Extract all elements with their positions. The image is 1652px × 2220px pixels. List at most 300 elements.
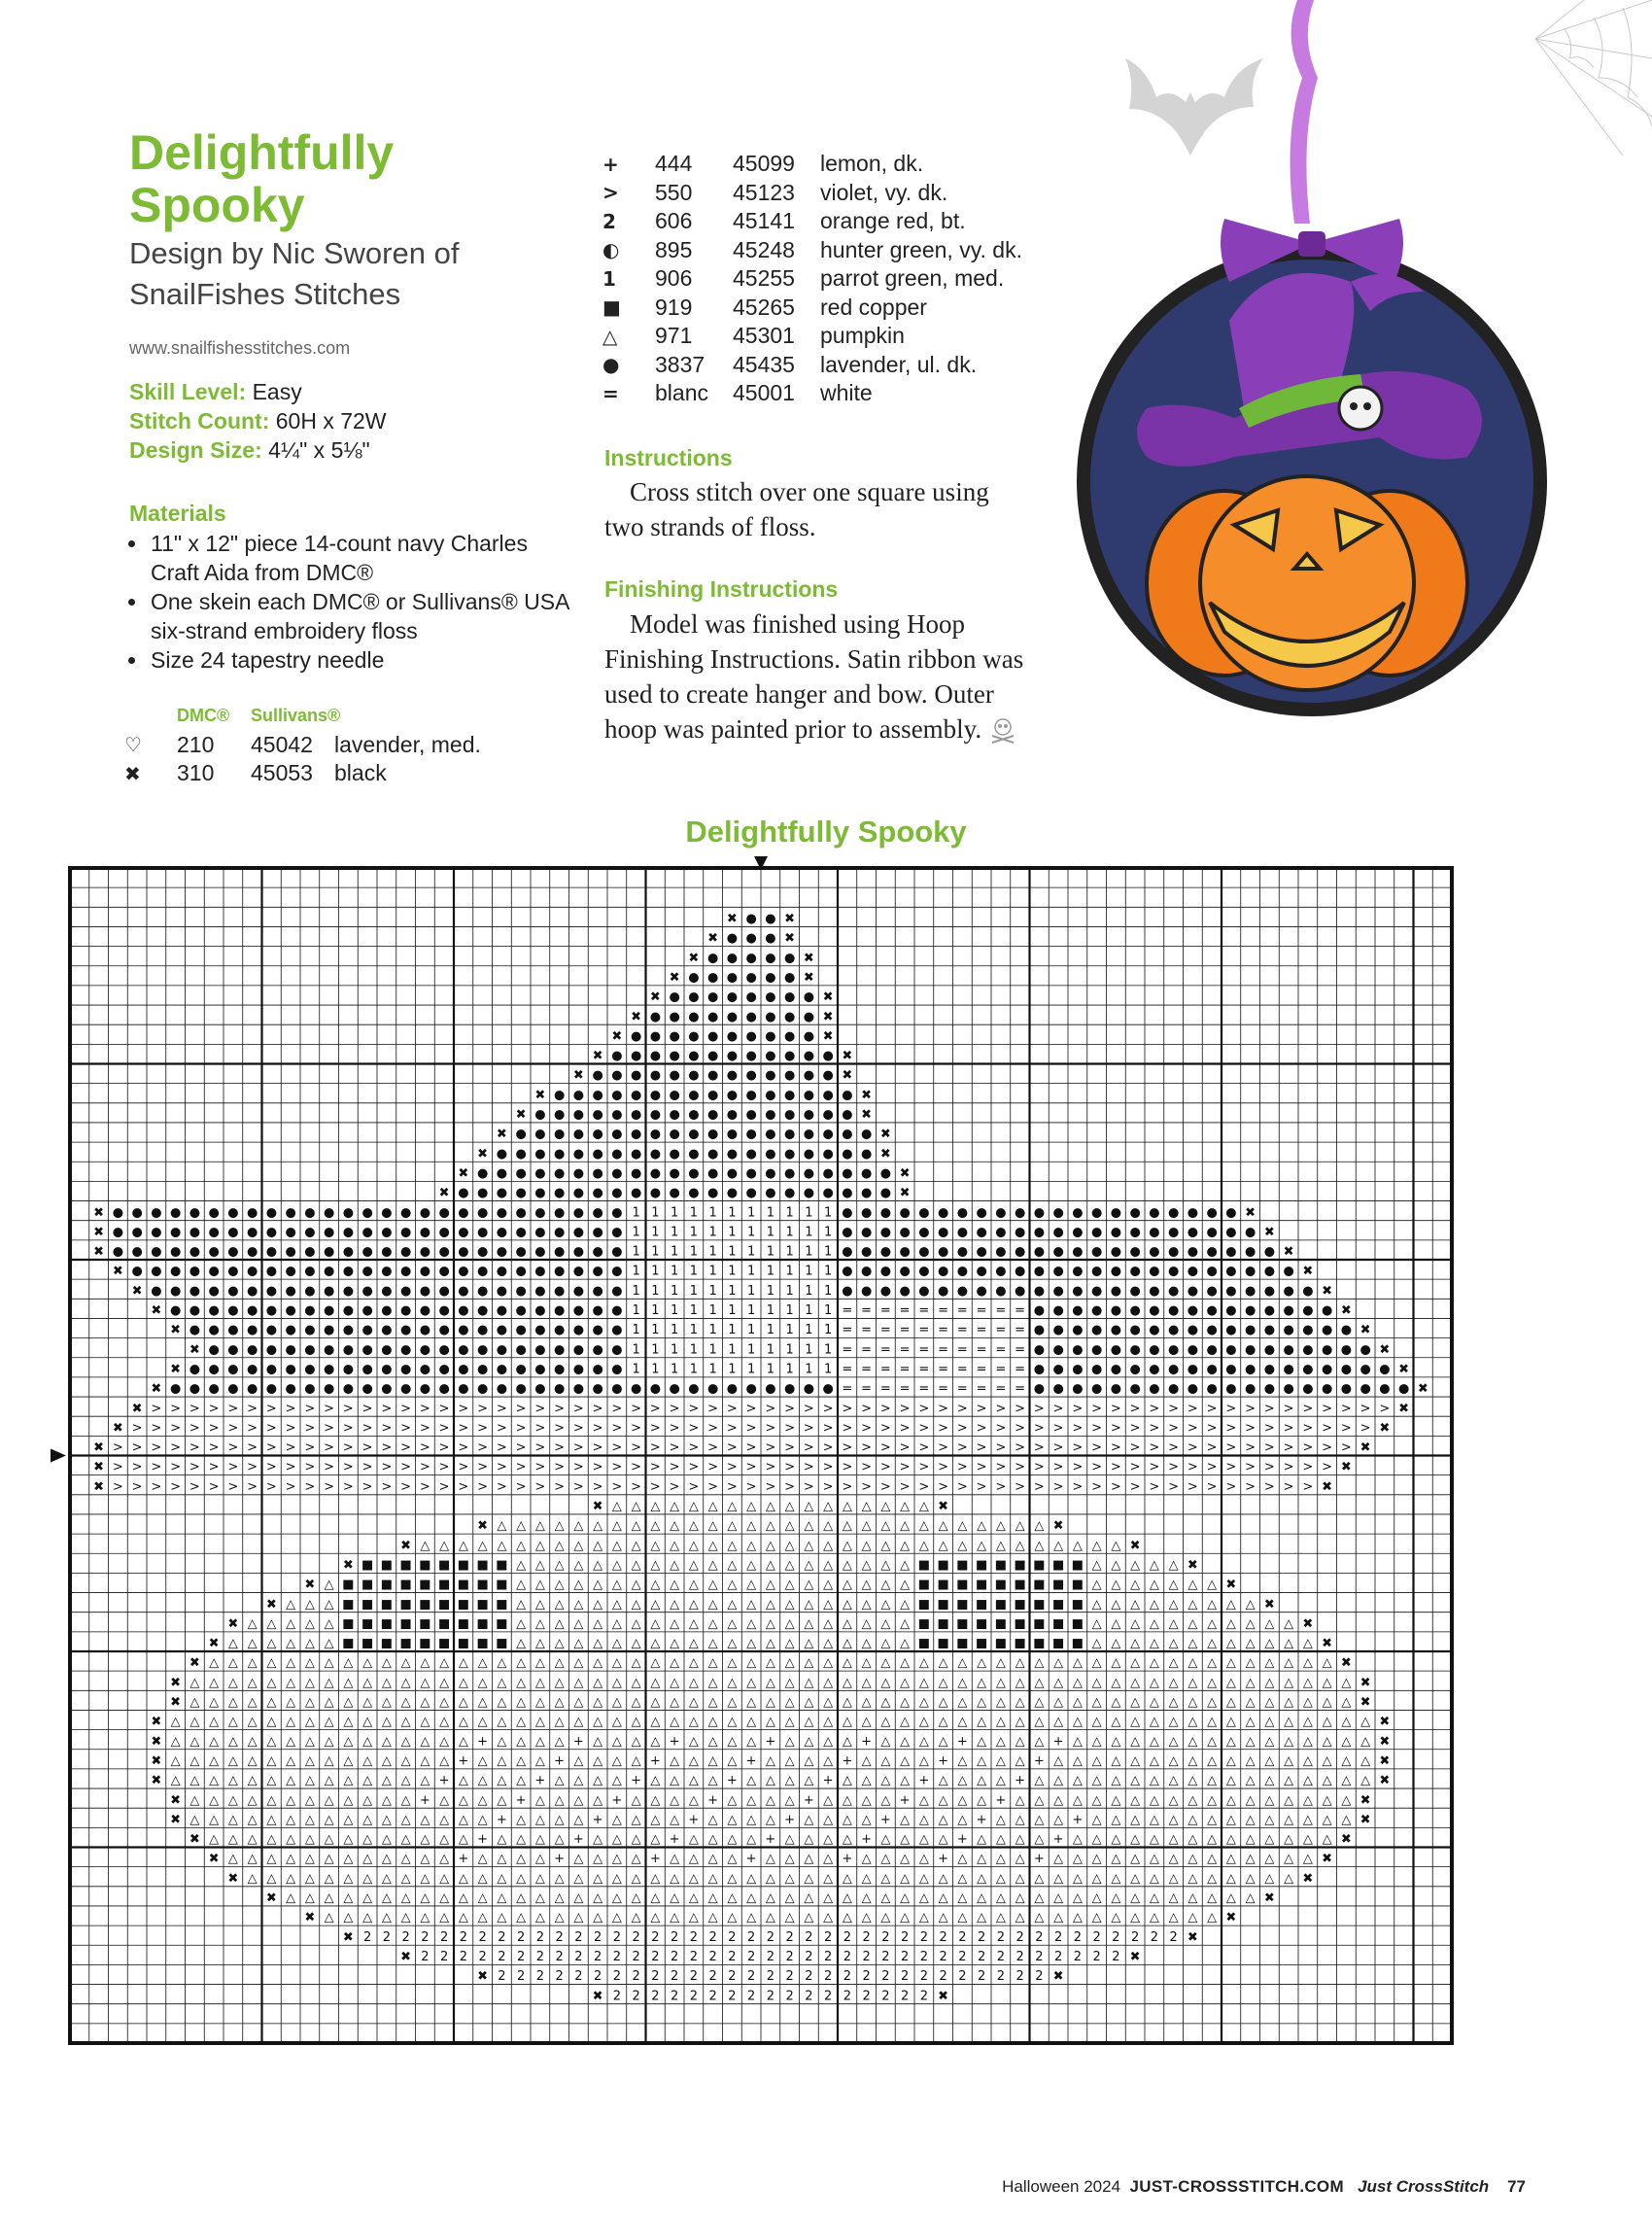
stitch-symbol: 2 <box>593 1949 602 1964</box>
stitch-symbol: ✖ <box>649 989 661 1005</box>
stitch-symbol: > <box>131 1420 143 1436</box>
stitch-symbol: ■ <box>937 1557 949 1573</box>
stitch-symbol: ● <box>783 1049 796 1064</box>
stitch-symbol: △ <box>631 1734 641 1750</box>
stitch-symbol: 2 <box>823 1929 833 1945</box>
stitch-symbol: ● <box>246 1381 258 1397</box>
stitch-symbol: △ <box>823 1890 834 1906</box>
stitch-symbol: △ <box>1187 1636 1198 1651</box>
stitch-symbol: 1 <box>823 1283 833 1299</box>
stitch-symbol: △ <box>765 1890 775 1906</box>
stitch-symbol: ● <box>246 1225 258 1240</box>
stitch-symbol: ● <box>822 1381 834 1397</box>
stitch-symbol: ● <box>1283 1381 1294 1397</box>
stitch-symbol: 1 <box>689 1264 699 1279</box>
stitch-symbol: △ <box>477 1695 488 1711</box>
stitch-symbol: > <box>458 1440 469 1456</box>
stitch-symbol: △ <box>593 1655 603 1671</box>
stitch-symbol: = <box>879 1362 891 1377</box>
stitch-symbol: ● <box>265 1381 278 1397</box>
stitch-symbol: △ <box>573 1812 584 1827</box>
stitch-symbol: > <box>1015 1401 1026 1416</box>
stitch-symbol: △ <box>381 1890 392 1906</box>
floss-row: ◐ 895 45248 hunter green, vy. dk. <box>602 236 1022 262</box>
stitch-symbol: △ <box>497 1792 507 1808</box>
stitch-symbol: + <box>669 1832 680 1848</box>
stitch-symbol: △ <box>1111 1695 1121 1711</box>
stitch-symbol: △ <box>765 1597 775 1613</box>
stitch-symbol: > <box>285 1460 296 1475</box>
stitch-symbol: ● <box>323 1264 335 1279</box>
stitch-symbol: △ <box>861 1695 872 1711</box>
stitch-symbol: + <box>515 1792 527 1808</box>
stitch-symbol: > <box>938 1479 949 1495</box>
stitch-symbol: △ <box>611 1616 622 1632</box>
stitch-symbol: ● <box>515 1381 527 1397</box>
stitch-symbol: △ <box>727 1832 738 1848</box>
stitch-symbol: ● <box>438 1205 450 1221</box>
stitch-symbol: △ <box>938 1538 948 1553</box>
stitch-symbol: △ <box>1207 1616 1218 1632</box>
stitch-symbol: △ <box>189 1812 200 1827</box>
stitch-symbol: △ <box>1341 1792 1352 1808</box>
stitch-symbol: ● <box>246 1205 258 1221</box>
stitch-symbol: 1 <box>632 1205 640 1221</box>
stitch-symbol: > <box>1033 1401 1045 1416</box>
stitch-symbol: ■ <box>380 1616 394 1632</box>
stitch-symbol: △ <box>304 1773 315 1788</box>
stitch-symbol: △ <box>938 1832 948 1848</box>
stitch-symbol: △ <box>458 1715 468 1730</box>
stitch-symbol: △ <box>727 1852 738 1867</box>
stitch-symbol: 2 <box>996 1949 1006 1964</box>
stitch-symbol: △ <box>900 1753 911 1769</box>
footer-site[interactable]: JUST-CROSSSTITCH.COM <box>1129 2177 1344 2196</box>
stitch-symbol: △ <box>1111 1616 1121 1632</box>
stitch-symbol: 2 <box>1073 1929 1083 1945</box>
stitch-symbol: △ <box>784 1675 795 1690</box>
stitch-symbol: > <box>112 1440 123 1456</box>
stitch-symbol: 1 <box>689 1303 699 1319</box>
stitch-symbol: ● <box>1110 1244 1122 1260</box>
stitch-symbol: ● <box>131 1225 143 1240</box>
stitch-symbol: ● <box>285 1264 296 1279</box>
stitch-symbol: ■ <box>496 1636 508 1651</box>
stitch-symbol: ■ <box>361 1616 374 1632</box>
stitch-symbol: ■ <box>496 1557 508 1573</box>
stitch-symbol: ● <box>592 1264 603 1279</box>
stitch-symbol: ● <box>706 1186 719 1201</box>
stitch-symbol: △ <box>304 1734 315 1750</box>
stitch-symbol: ● <box>879 1264 892 1279</box>
stitch-symbol: ● <box>592 1088 603 1103</box>
stitch-symbol: + <box>649 1852 661 1867</box>
stitch-symbol: △ <box>189 1675 200 1690</box>
stitch-symbol: > <box>1263 1420 1275 1436</box>
stitch-symbol: △ <box>1284 1675 1294 1690</box>
stitch-symbol: △ <box>650 1538 661 1553</box>
stitch-symbol: > <box>918 1420 930 1436</box>
stitch-symbol: △ <box>1168 1655 1179 1671</box>
stitch-symbol: △ <box>746 1715 757 1730</box>
stitch-symbol: △ <box>343 1852 354 1867</box>
stitch-symbol: ■ <box>917 1597 931 1613</box>
stitch-symbol: > <box>361 1479 373 1495</box>
stitch-symbol: ● <box>745 970 757 986</box>
stitch-symbol: △ <box>593 1597 603 1613</box>
stitch-symbol: △ <box>861 1499 872 1514</box>
stitch-symbol: △ <box>400 1655 411 1671</box>
stitch-symbol: > <box>1015 1479 1026 1495</box>
stitch-symbol: △ <box>554 1557 565 1573</box>
stitch-symbol: > <box>381 1460 393 1475</box>
floss-row: △ 971 45301 pumpkin <box>602 323 905 349</box>
stitch-symbol: △ <box>247 1792 258 1808</box>
stitch-symbol: △ <box>861 1812 872 1827</box>
stitch-symbol: ■ <box>1051 1616 1065 1632</box>
stitch-symbol: > <box>208 1460 220 1475</box>
stitch-symbol: ● <box>572 1323 585 1338</box>
stitch-symbol: ● <box>726 1186 739 1201</box>
stitch-symbol: ● <box>169 1303 182 1319</box>
stitch-symbol: △ <box>1091 1578 1102 1593</box>
stitch-symbol: ● <box>381 1342 393 1358</box>
stitch-symbol: △ <box>650 1616 661 1632</box>
stitch-symbol: △ <box>362 1734 373 1750</box>
stitch-symbol: ● <box>458 1342 469 1358</box>
stitch-symbol: ■ <box>1071 1636 1084 1651</box>
stitch-symbol: = <box>1015 1342 1026 1358</box>
stitch-symbol: △ <box>1111 1578 1121 1593</box>
stitch-symbol: △ <box>477 1910 488 1925</box>
stitch-symbol: 2 <box>651 1929 660 1945</box>
stitch-symbol: > <box>496 1420 507 1436</box>
stitch-symbol: ● <box>1283 1283 1294 1299</box>
stitch-symbol: △ <box>631 1890 641 1906</box>
stitch-symbol: ● <box>438 1381 450 1397</box>
stitch-symbol: ● <box>956 1264 969 1279</box>
stitch-symbol: ● <box>342 1283 355 1299</box>
stitch-symbol: △ <box>765 1636 775 1651</box>
stitch-symbol: ● <box>476 1244 489 1260</box>
stitch-symbol: △ <box>1245 1832 1256 1848</box>
stitch-symbol: 2 <box>498 1969 506 1985</box>
stitch-symbol: 1 <box>632 1264 640 1279</box>
stitch-symbol: △ <box>1053 1753 1064 1769</box>
stitch-symbol: ● <box>1167 1283 1180 1299</box>
stitch-symbol: ● <box>208 1205 220 1221</box>
stitch-symbol: △ <box>746 1578 757 1593</box>
stitch-symbol: △ <box>1149 1852 1159 1867</box>
stitch-symbol: △ <box>688 1557 699 1573</box>
stitch-symbol: 2 <box>574 1969 583 1985</box>
stitch-symbol: = <box>899 1342 911 1358</box>
stitch-symbol: △ <box>362 1812 373 1827</box>
stitch-symbol: △ <box>880 1852 891 1867</box>
stitch-symbol: △ <box>995 1675 1006 1690</box>
stitch-symbol: ● <box>1033 1205 1046 1221</box>
stitch-symbol: △ <box>1091 1832 1102 1848</box>
stitch-symbol: △ <box>1130 1715 1141 1730</box>
stitch-symbol: ✖ <box>572 1068 584 1084</box>
footer-issue: Halloween 2024 <box>1002 2177 1121 2196</box>
stitch-symbol: △ <box>611 1773 622 1788</box>
stitch-symbol: ● <box>553 1127 566 1142</box>
stitch-symbol: △ <box>1015 1832 1025 1848</box>
stitch-symbol: ● <box>1149 1381 1160 1397</box>
stitch-symbol: 2 <box>823 1969 833 1985</box>
stitch-symbol: △ <box>995 1695 1006 1711</box>
stitch-symbol: ● <box>706 1009 719 1024</box>
center-marker-left <box>51 1449 66 1463</box>
stitch-symbol: ● <box>342 1264 355 1279</box>
stitch-symbol: ● <box>381 1225 393 1240</box>
stitch-symbol: 2 <box>958 1929 967 1945</box>
stitch-symbol: △ <box>957 1675 968 1690</box>
stitch-symbol: > <box>822 1440 834 1456</box>
stitch-symbol: ● <box>438 1225 450 1240</box>
stitch-symbol: △ <box>977 1715 987 1730</box>
stitch-symbol: △ <box>497 1890 507 1906</box>
stitch-symbol: ■ <box>956 1557 969 1573</box>
stitch-symbol: ● <box>438 1303 450 1319</box>
stitch-symbol: ● <box>342 1225 355 1240</box>
stitch-symbol: = <box>842 1342 853 1358</box>
stitch-symbol: ● <box>1110 1381 1122 1397</box>
stitch-symbol: ● <box>1129 1362 1141 1377</box>
stitch-symbol: △ <box>650 1695 661 1711</box>
stitch-symbol: △ <box>1360 1715 1371 1730</box>
stitch-symbol: 1 <box>805 1342 813 1358</box>
stitch-symbol: ● <box>649 1381 662 1397</box>
stitch-symbol: + <box>784 1812 796 1827</box>
stitch-symbol: ● <box>1090 1205 1103 1221</box>
stitch-symbol: △ <box>1091 1812 1102 1827</box>
stitch-symbol: 2 <box>1130 1929 1140 1945</box>
stitch-symbol: △ <box>534 1518 545 1534</box>
spec-design-size: Design Size: 4¼" x 5⅛" <box>129 437 370 463</box>
stitch-symbol: △ <box>516 1832 527 1848</box>
stitch-symbol: △ <box>1111 1812 1121 1827</box>
stitch-symbol: △ <box>880 1499 891 1514</box>
stitch-symbol: △ <box>880 1695 891 1711</box>
stitch-symbol: △ <box>688 1616 699 1632</box>
stitch-symbol: △ <box>784 1852 795 1867</box>
stitch-symbol: ● <box>476 1303 489 1319</box>
stitch-symbol: 2 <box>651 1969 660 1985</box>
stitch-symbol: ● <box>1110 1264 1122 1279</box>
stitch-symbol: △ <box>1187 1715 1198 1730</box>
stitch-symbol: ● <box>419 1342 431 1358</box>
stitch-symbol: ■ <box>476 1557 489 1573</box>
stitch-symbol: 1 <box>708 1205 717 1221</box>
stitch-symbol: ✖ <box>1322 1636 1333 1651</box>
stitch-symbol: △ <box>1130 1773 1141 1788</box>
stitch-symbol: ✖ <box>784 931 796 947</box>
stitch-symbol: ● <box>592 1342 603 1358</box>
stitch-symbol: + <box>861 1832 873 1848</box>
stitch-symbol: ● <box>860 1127 873 1142</box>
stitch-symbol: △ <box>1130 1910 1141 1925</box>
stitch-symbol: △ <box>381 1655 392 1671</box>
stitch-symbol: ● <box>592 1244 603 1260</box>
stitch-symbol: △ <box>1245 1616 1256 1632</box>
stitch-symbol: △ <box>707 1499 718 1514</box>
stitch-symbol: ● <box>208 1381 220 1397</box>
stitch-symbol: △ <box>209 1753 220 1769</box>
stitch-symbol: > <box>342 1440 354 1456</box>
stitch-symbol: > <box>515 1420 527 1436</box>
stitch-symbol: > <box>1206 1420 1218 1436</box>
stitch-symbol: △ <box>1245 1871 1256 1887</box>
stitch-symbol: △ <box>861 1753 872 1769</box>
stitch-symbol: △ <box>534 1557 545 1573</box>
stitch-symbol: △ <box>247 1812 258 1827</box>
stitch-symbol: 2 <box>670 1949 679 1964</box>
stitch-symbol: △ <box>1034 1910 1045 1925</box>
stitch-symbol: ■ <box>994 1636 1008 1651</box>
stitch-symbol: ■ <box>342 1616 355 1632</box>
stitch-symbol: ● <box>822 1186 834 1201</box>
stitch-symbol: 2 <box>651 1949 660 1964</box>
stitch-symbol: △ <box>554 1812 565 1827</box>
stitch-symbol: 1 <box>689 1362 699 1377</box>
stitch-symbol: ● <box>1052 1303 1064 1319</box>
stitch-symbol: △ <box>631 1715 641 1730</box>
stitch-symbol: △ <box>1111 1910 1121 1925</box>
stitch-symbol: > <box>381 1420 393 1436</box>
stitch-symbol: △ <box>516 1675 527 1690</box>
stitch-symbol: ● <box>783 951 796 966</box>
stitch-symbol: 1 <box>805 1264 813 1279</box>
stitch-symbol: △ <box>1187 1852 1198 1867</box>
stitch-symbol: ● <box>496 1225 508 1240</box>
stitch-symbol: 2 <box>535 1929 545 1945</box>
stitch-symbol: △ <box>324 1734 334 1750</box>
stitch-symbol: △ <box>1360 1773 1371 1788</box>
stitch-symbol: ● <box>1167 1323 1180 1338</box>
stitch-symbol: △ <box>1072 1832 1083 1848</box>
stitch-symbol: ● <box>822 1049 834 1064</box>
stitch-symbol: ● <box>1206 1225 1218 1240</box>
stitch-symbol: > <box>170 1401 182 1416</box>
stitch-symbol: ● <box>1263 1244 1276 1260</box>
stitch-symbol: > <box>247 1401 258 1416</box>
stitch-symbol: 2 <box>516 1949 526 1964</box>
stitch-symbol: △ <box>823 1675 834 1690</box>
stitch-symbol: ● <box>265 1323 278 1338</box>
designer-website[interactable]: www.snailfishesstitches.com <box>129 338 351 358</box>
stitch-symbol: △ <box>304 1871 315 1887</box>
stitch-symbol: △ <box>1225 1636 1236 1651</box>
stitch-symbol: ● <box>783 1009 796 1024</box>
stitch-symbol: 2 <box>612 1949 622 1964</box>
stitch-symbol: ■ <box>937 1597 949 1613</box>
stitch-symbol: 1 <box>689 1342 699 1358</box>
stitch-symbol: + <box>1052 1734 1064 1750</box>
stitch-symbol: △ <box>400 1675 411 1690</box>
stitch-symbol: ✖ <box>265 1597 277 1613</box>
stitch-symbol: > <box>554 1440 566 1456</box>
stitch-symbol: △ <box>688 1695 699 1711</box>
stitch-symbol: > <box>438 1479 450 1495</box>
stitch-symbol: > <box>496 1479 507 1495</box>
stitch-symbol: ● <box>534 1127 546 1142</box>
stitch-symbol: 2 <box>1112 1929 1120 1945</box>
stitch-symbol: △ <box>804 1910 814 1925</box>
stitch-symbol: ● <box>1149 1362 1160 1377</box>
stitch-symbol: ■ <box>361 1597 374 1613</box>
stitch-symbol: ● <box>726 1088 739 1103</box>
stitch-symbol: △ <box>458 1832 468 1848</box>
stitch-symbol: > <box>1110 1460 1121 1475</box>
stitch-symbol: △ <box>900 1518 911 1534</box>
stitch-symbol: ● <box>169 1225 182 1240</box>
stitch-symbol: ✖ <box>899 1165 911 1181</box>
stitch-symbol: 1 <box>805 1362 813 1377</box>
stitch-symbol: ● <box>399 1342 412 1358</box>
dmc-header: DMC® <box>177 706 230 726</box>
stitch-symbol: > <box>861 1460 873 1475</box>
stitch-symbol: △ <box>1015 1538 1025 1553</box>
stitch-symbol: ✖ <box>112 1420 123 1436</box>
stitch-symbol: ■ <box>956 1636 969 1651</box>
stitch-symbol: = <box>1015 1303 1026 1319</box>
stitch-symbol: ● <box>937 1244 949 1260</box>
stitch-symbol: ■ <box>457 1636 470 1651</box>
stitch-symbol: 2 <box>958 1949 967 1964</box>
stitch-symbol: 1 <box>746 1342 756 1358</box>
stitch-symbol: ● <box>342 1244 355 1260</box>
stitch-symbol: △ <box>362 1753 373 1769</box>
stitch-symbol: △ <box>1245 1753 1256 1769</box>
stitch-symbol: > <box>208 1420 220 1436</box>
stitch-symbol: 2 <box>996 1929 1006 1945</box>
stitch-symbol: ● <box>399 1303 412 1319</box>
stitch-symbol: △ <box>324 1910 334 1925</box>
stitch-symbol: △ <box>458 1695 468 1711</box>
stitch-symbol: ● <box>572 1244 585 1260</box>
stitch-symbol: △ <box>938 1695 948 1711</box>
chart-title: Delightfully Spooky <box>685 815 967 849</box>
stitch-symbol: + <box>1072 1812 1084 1827</box>
stitch-symbol: > <box>361 1460 373 1475</box>
stitch-symbol: > <box>400 1479 412 1495</box>
stitch-symbol: ● <box>1206 1362 1218 1377</box>
stitch-symbol: △ <box>611 1636 622 1651</box>
stitch-symbol: ✖ <box>208 1852 220 1867</box>
stitch-symbol: △ <box>611 1715 622 1730</box>
stitch-symbol: ● <box>918 1244 930 1260</box>
stitch-symbol: 2 <box>708 1969 717 1985</box>
stitch-symbol: ● <box>630 1107 642 1123</box>
stitch-symbol: △ <box>573 1910 584 1925</box>
stitch-symbol: + <box>572 1734 584 1750</box>
stitch-symbol: △ <box>1245 1655 1256 1671</box>
stitch-symbol: 2 <box>881 1969 890 1985</box>
stitch-symbol: △ <box>209 1792 220 1808</box>
stitch-symbol: = <box>861 1342 873 1358</box>
stitch-symbol: ● <box>765 1146 776 1162</box>
stitch-symbol: ✖ <box>131 1283 143 1299</box>
stitch-symbol: △ <box>804 1538 814 1553</box>
stitch-symbol: △ <box>995 1832 1006 1848</box>
stitch-symbol: △ <box>227 1792 238 1808</box>
stitch-symbol: △ <box>938 1518 948 1534</box>
stitch-symbol: > <box>151 1440 162 1456</box>
stitch-symbol: ■ <box>975 1597 988 1613</box>
stitch-symbol: + <box>554 1852 566 1867</box>
